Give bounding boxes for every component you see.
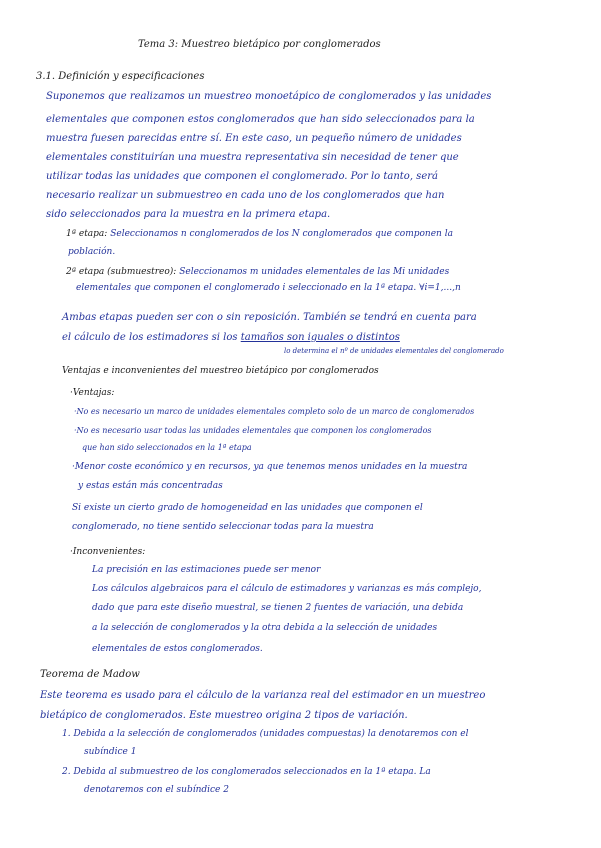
stage2-line	[66, 268, 449, 277]
theorem-item: subíndice 1	[84, 747, 137, 757]
theorem-title: Teorema de Madow	[40, 669, 140, 680]
margin-note: lo determina el nº de unidades elementales del conglomerado	[284, 347, 504, 355]
theorem-item: 2. Debida al submuestreo de los conglomerados seleccionados en la 1ª etapa. La	[62, 767, 431, 777]
intro-line: necesario realizar un submuestreo en cada uno de los conglomerados que han	[46, 190, 445, 201]
intro-line: elementales que componen estos conglomerados que han sido seleccionados para la	[46, 114, 475, 125]
inconvenientes-item: elementales de estos conglomerados.	[92, 644, 263, 654]
ventajas-item: ·No es necesario usar todas las unidades elementales que componen los conglomerados	[74, 426, 432, 435]
inconvenientes-item: a la selección de conglomerados y la otra debida a la selección de unidades	[92, 623, 438, 633]
intro-line: elementales constituirían una muestra representativa sin necesidad de tener que	[46, 152, 459, 163]
stage1-label: 1ª etapa:	[66, 229, 108, 239]
ventajas-item: conglomerado, no tiene sentido seleccionar todas para la muestra	[72, 522, 374, 532]
both-stages-line: Ambas etapas pueden ser con o sin reposición. También se tendrá en cuenta para	[62, 312, 477, 323]
intro-line: sido seleccionados para la muestra en la primera etapa.	[46, 209, 331, 220]
ventajas-label: ·Ventajas:	[70, 388, 115, 398]
both-stages-underlined: tamaños son iguales o distintos	[240, 332, 400, 343]
intro-line: muestra fuesen parecidas entre sí. En este caso, un pequeño número de unidades	[46, 133, 462, 144]
ventajas-item: ·No es necesario un marco de unidades elementales completo solo de un marco de conglomerados	[74, 407, 475, 416]
inconvenientes-item: Los cálculos algebraicos para el cálculo de estimadores y varianzas es más complejo,	[92, 584, 482, 594]
stage2-text: Seleccionamos m unidades elementales de las Mi unidades	[179, 267, 450, 277]
stage2-label: 2ª etapa (submuestreo):	[66, 267, 177, 277]
both-stages-line	[62, 333, 400, 343]
both-stages-text: el cálculo de los estimadores si los	[62, 332, 238, 343]
stage1-line	[66, 230, 453, 239]
intro-line: utilizar todas las unidades que componen el conglomerado. Por lo tanto, será	[46, 171, 438, 182]
ventajas-item: que han sido seleccionados en la 1ª etapa	[82, 443, 252, 452]
inconvenientes-item: La precisión en las estimaciones puede ser menor	[92, 565, 321, 575]
inconvenientes-label: ·Inconvenientes:	[70, 547, 146, 557]
page-title: Tema 3: Muestreo bietápico por conglomerados	[138, 39, 381, 50]
intro-line: Suponemos que realizamos un muestreo monoetápico de conglomerados y las unidades	[46, 91, 492, 102]
stage2-text: elementales que componen el conglomerado i seleccionado en la 1ª etapa. ∀i=1,...,n	[76, 283, 461, 293]
stage1-text: Seleccionamos n conglomerados de los N conglomerados que componen la	[110, 229, 453, 239]
theorem-line: Este teorema es usado para el cálculo de la varianza real del estimador en un muestreo	[40, 690, 486, 701]
ventajas-item: y estas están más concentradas	[78, 481, 223, 491]
ventajas-item: ·Menor coste económico y en recursos, ya que tenemos menos unidades en la muestra	[72, 462, 468, 472]
theorem-line: bietápico de conglomerados. Este muestreo origina 2 tipos de variación.	[40, 710, 408, 721]
theorem-item: denotaremos con el subíndice 2	[84, 785, 229, 795]
section-heading: 3.1. Definición y especificaciones	[36, 71, 205, 82]
inconvenientes-item: dado que para este diseño muestral, se tienen 2 fuentes de variación, una debida	[92, 603, 464, 613]
stage1-text: población.	[68, 247, 116, 257]
ventajas-item: Si existe un cierto grado de homogeneidad en las unidades que componen el	[72, 503, 423, 513]
theorem-item: 1. Debida a la selección de conglomerados (unidades compuestas) la denotaremos con el	[62, 729, 469, 739]
pros-cons-heading: Ventajas e inconvenientes del muestreo bietápico por conglomerados	[62, 366, 379, 376]
